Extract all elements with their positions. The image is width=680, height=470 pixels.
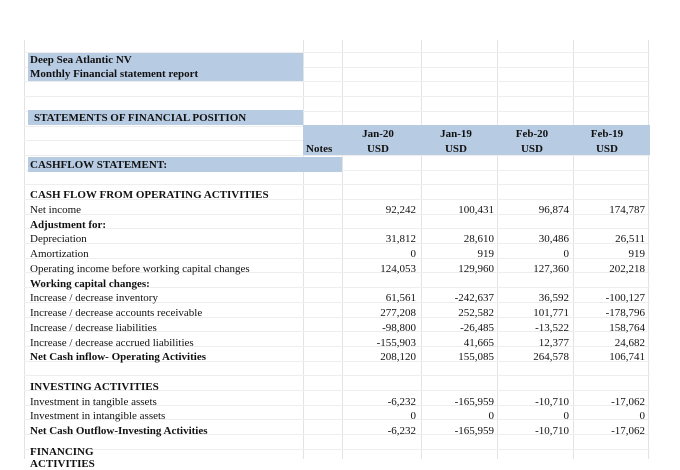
cell-value: 264,578 bbox=[533, 351, 569, 363]
cell-value: -13,522 bbox=[535, 322, 569, 334]
gridline-vertical bbox=[24, 40, 25, 459]
row-label: Net Cash Outflow-Investing Activities bbox=[30, 425, 208, 437]
cell-value: 919 bbox=[477, 248, 494, 260]
row-label: Depreciation bbox=[30, 233, 87, 245]
cell-value: -165,959 bbox=[454, 425, 494, 437]
cell-value: 155,085 bbox=[458, 351, 494, 363]
cell-value: 0 bbox=[563, 248, 569, 260]
section-title: STATEMENTS OF FINANCIAL POSITION bbox=[34, 112, 247, 124]
period-header: Jan-19 bbox=[440, 128, 472, 140]
cell-value: 101,771 bbox=[533, 307, 569, 319]
gridline-horizontal bbox=[24, 184, 650, 185]
currency-header: USD bbox=[366, 143, 389, 155]
currency-header: USD bbox=[595, 143, 618, 155]
currency-header: USD bbox=[444, 143, 467, 155]
notes-header: Notes bbox=[306, 143, 333, 155]
period-header: Jan-20 bbox=[362, 128, 394, 140]
cell-value: 41,665 bbox=[463, 337, 494, 349]
row-label: Increase / decrease inventory bbox=[30, 292, 158, 304]
currency-header: USD bbox=[520, 143, 543, 155]
cell-value: 31,812 bbox=[385, 233, 416, 245]
row-label: Investment in tangible assets bbox=[30, 396, 157, 408]
cell-value: -17,062 bbox=[611, 425, 645, 437]
cell-value: 127,360 bbox=[533, 263, 569, 275]
cell-value: 202,218 bbox=[609, 263, 645, 275]
cell-value: -17,062 bbox=[611, 396, 645, 408]
gridline-horizontal bbox=[24, 96, 650, 97]
row-label: CASH FLOW FROM OPERATING ACTIVITIES bbox=[30, 189, 269, 201]
row-label: Working capital changes: bbox=[30, 278, 150, 290]
gridline-vertical bbox=[497, 40, 498, 459]
cell-value: 919 bbox=[628, 248, 645, 260]
gridline-horizontal bbox=[24, 375, 650, 376]
period-header: Feb-19 bbox=[590, 128, 624, 140]
period-header: Feb-20 bbox=[515, 128, 549, 140]
row-label: Net Cash inflow- Operating Activities bbox=[30, 351, 206, 363]
gridline-horizontal bbox=[24, 81, 650, 82]
cell-value: 174,787 bbox=[609, 204, 645, 216]
row-label: Adjustment for: bbox=[30, 219, 107, 231]
cell-value: -178,796 bbox=[605, 307, 645, 319]
row-label: Increase / decrease accrued liabilities bbox=[30, 337, 194, 349]
cell-value: 129,960 bbox=[458, 263, 494, 275]
cell-value: 0 bbox=[410, 410, 416, 422]
cell-value: 208,120 bbox=[380, 351, 416, 363]
cell-value: -10,710 bbox=[535, 396, 569, 408]
cell-value: 30,486 bbox=[538, 233, 569, 245]
cell-value: 124,053 bbox=[380, 263, 416, 275]
cell-value: 96,874 bbox=[538, 204, 569, 216]
cell-value: -165,959 bbox=[454, 396, 494, 408]
company-name: Deep Sea Atlantic NV bbox=[30, 54, 132, 66]
cell-value: 277,208 bbox=[380, 307, 416, 319]
cell-value: 0 bbox=[410, 248, 416, 260]
cell-value: 0 bbox=[639, 410, 645, 422]
row-label: Net income bbox=[30, 204, 82, 216]
cell-value: 61,561 bbox=[385, 292, 416, 304]
row-label: Increase / decrease accounts receivable bbox=[30, 307, 203, 319]
cell-value: 92,242 bbox=[385, 204, 416, 216]
cell-value: -10,710 bbox=[535, 425, 569, 437]
cell-value: -100,127 bbox=[605, 292, 645, 304]
cell-value: 158,764 bbox=[609, 322, 645, 334]
cell-value: 36,592 bbox=[538, 292, 569, 304]
cell-value: 24,682 bbox=[614, 337, 645, 349]
cell-value: 100,431 bbox=[458, 204, 494, 216]
row-label: Investment in intangible assets bbox=[30, 410, 166, 422]
gridline-vertical bbox=[648, 40, 649, 459]
gridline-vertical bbox=[421, 40, 422, 459]
cell-value: 0 bbox=[563, 410, 569, 422]
gridline-horizontal bbox=[24, 228, 650, 229]
cut-off-heading: FINANCING ACTIVITIES bbox=[30, 446, 95, 470]
cell-value: -26,485 bbox=[460, 322, 494, 334]
cell-value: 0 bbox=[488, 410, 494, 422]
cell-value: -6,232 bbox=[387, 396, 416, 408]
cashflow-title: CASHFLOW STATEMENT: bbox=[30, 159, 168, 171]
gridline-vertical bbox=[573, 40, 574, 459]
report-title: Monthly Financial statement report bbox=[30, 68, 199, 80]
cell-value: 26,511 bbox=[615, 233, 645, 245]
cell-value: -98,800 bbox=[382, 322, 416, 334]
cell-value: -6,232 bbox=[387, 425, 416, 437]
cell-value: 106,741 bbox=[609, 351, 645, 363]
row-label: Amortization bbox=[30, 248, 89, 260]
row-label: INVESTING ACTIVITIES bbox=[30, 381, 159, 393]
cell-value: -242,637 bbox=[454, 292, 494, 304]
row-label: Increase / decrease liabilities bbox=[30, 322, 157, 334]
row-label: Operating income before working capital changes bbox=[30, 263, 250, 275]
cell-value: 12,377 bbox=[538, 337, 569, 349]
gridline-vertical bbox=[303, 40, 304, 459]
cell-value: -155,903 bbox=[376, 337, 416, 349]
gridline-vertical bbox=[342, 40, 343, 459]
cell-value: 252,582 bbox=[458, 307, 494, 319]
cell-value: 28,610 bbox=[463, 233, 494, 245]
